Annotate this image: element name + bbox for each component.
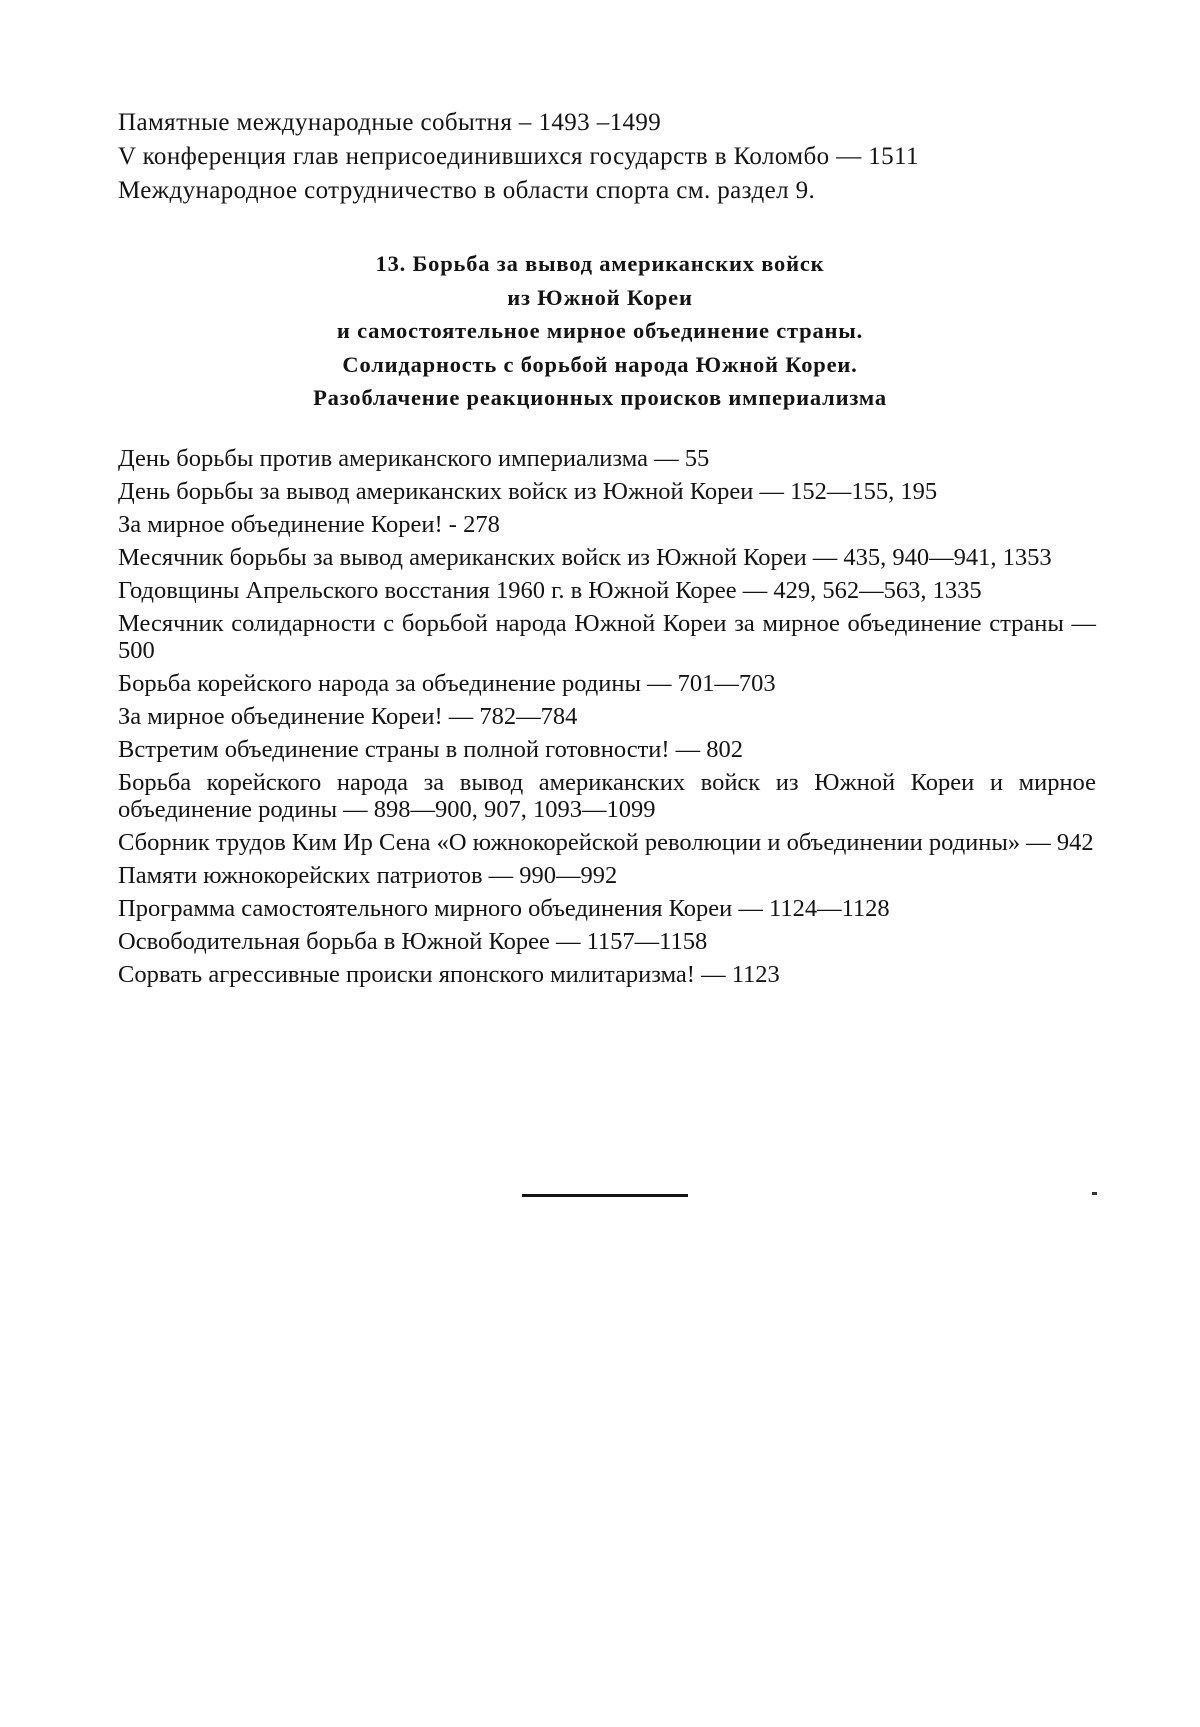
- section-heading-line: и самостоятельное мирное объединение страны.: [336, 318, 864, 343]
- section-heading-line: 13. Борьба за вывод американских войск: [375, 251, 825, 276]
- index-entry: Освободительная борьба в Южной Корее — 1157—1158: [118, 928, 708, 955]
- index-entry: За мирное объединение Кореи! — 782—784: [118, 703, 578, 730]
- section-heading-line: Солидарность с борьбой народа Южной Кореи.: [342, 351, 858, 377]
- top-entry: Памятные международные событня – 1493 –1499: [118, 109, 662, 136]
- section-heading: [0, 247, 1200, 415]
- index-entry: Сборник трудов Ким Ир Сена «О южнокорейской революции и объединении родины» — 942: [118, 829, 1094, 856]
- index-entry: Программа самостоятельного мирного объединения Кореи — 1124—1128: [118, 895, 890, 922]
- index-entry: Борьба корейского народа за вывод американских войск из Южной Кореи и мирное объединение родины — 898—900, 907, 1093—1099: [118, 769, 1096, 823]
- section-heading-line: из Южной Кореи: [507, 284, 693, 310]
- top-entry: V конференция глав неприсоединившихся государств в Коломбо — 1511: [118, 143, 919, 170]
- index-entry: День борьбы против американского империализма — 55: [118, 445, 710, 472]
- index-entry: Месячник борьбы за вывод американских войск из Южной Кореи — 435, 940—941, 1353: [118, 544, 1052, 571]
- top-entry: Международное сотрудничество в области спорта см. раздел 9.: [118, 177, 816, 204]
- index-entry: Борьба корейского народа за объединение родины — 701—703: [118, 670, 776, 697]
- index-entry: Годовщины Апрельского восстания 1960 г. в Южной Корее — 429, 562—563, 1335: [118, 577, 982, 604]
- index-entry: Памяти южнокорейских патриотов — 990—992: [118, 862, 618, 889]
- index-entry: Сорвать агрессивные происки японского милитаризма! — 1123: [118, 961, 780, 988]
- index-entry-list: [118, 445, 1096, 994]
- index-entry: Встретим объединение страны в полной готовности! — 802: [118, 736, 744, 763]
- section-heading-line: Разоблачение реакционных происков империализма: [313, 385, 887, 410]
- index-entry: День борьбы за вывод американских войск из Южной Кореи — 152—155, 195: [118, 478, 938, 505]
- index-entry: Месячник солидарности с борьбой народа Южной Кореи за мирное объединение страны — 500: [118, 610, 1096, 664]
- top-entry-list: [118, 106, 1098, 208]
- print-speck: [1092, 1192, 1097, 1195]
- section-end-rule: [522, 1194, 688, 1197]
- index-entry: За мирное объединение Кореи! - 278: [118, 511, 500, 538]
